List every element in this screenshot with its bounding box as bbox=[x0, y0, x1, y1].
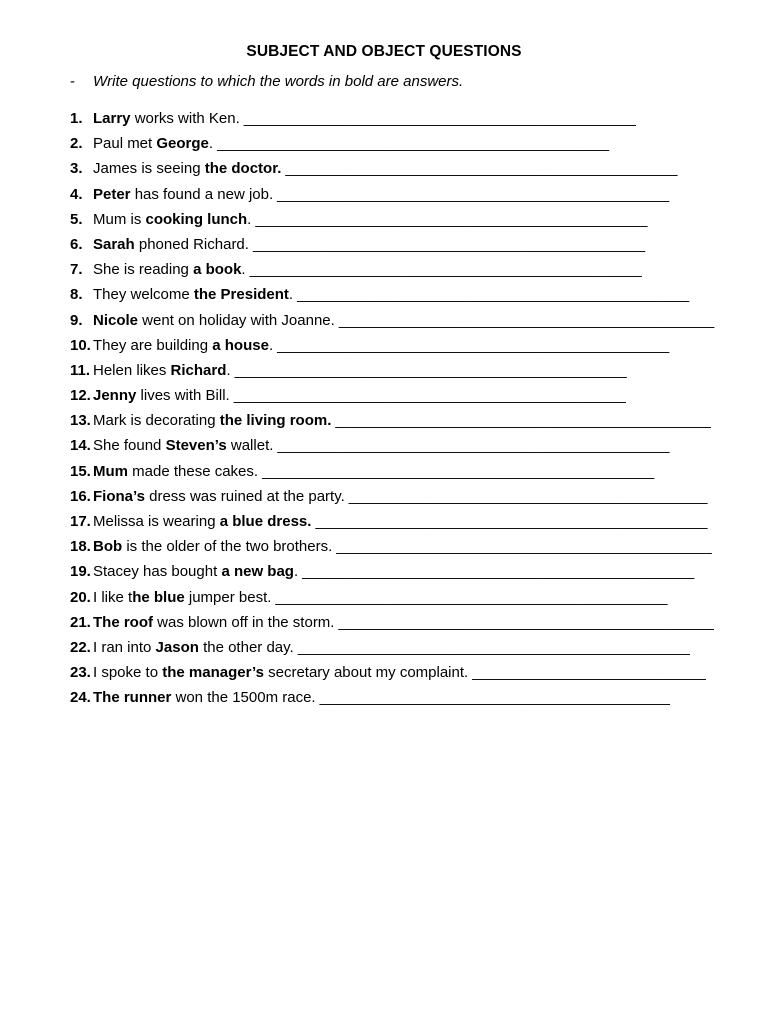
answer-blank[interactable]: _______________________________________________ bbox=[277, 185, 670, 203]
item-sentence bbox=[93, 185, 273, 210]
list-item bbox=[70, 462, 714, 487]
answer-blank[interactable]: _______________________________________________ bbox=[233, 387, 626, 405]
item-number: 5. bbox=[70, 210, 83, 228]
bold-answer-text: a new bag bbox=[221, 563, 294, 581]
sentence-text: lives with Bill. bbox=[136, 387, 230, 405]
bold-answer-text: The runner bbox=[93, 689, 172, 707]
item-sentence bbox=[93, 210, 251, 235]
bold-answer-text: the President bbox=[193, 286, 289, 304]
answer-blank[interactable]: _______________________________________________ bbox=[262, 462, 655, 480]
list-item bbox=[70, 336, 714, 361]
list-item bbox=[70, 361, 714, 386]
item-number: 24. bbox=[70, 689, 91, 707]
sentence-text: was blown off in the storm. bbox=[153, 613, 335, 631]
sentence-text: has found a new job. bbox=[130, 185, 274, 203]
bold-answer-text: Peter bbox=[93, 185, 131, 203]
item-sentence bbox=[93, 260, 246, 285]
item-number: 23. bbox=[70, 664, 91, 682]
sentence-text: Melissa is wearing bbox=[93, 513, 220, 530]
sentence-text: She is reading bbox=[93, 261, 194, 279]
item-number: 19. bbox=[70, 563, 91, 581]
list-item bbox=[70, 285, 714, 310]
bold-answer-text: Mum bbox=[93, 462, 128, 480]
answer-blank[interactable]: _______________________________________________ bbox=[243, 110, 636, 127]
bold-answer-text: the doctor. bbox=[204, 160, 282, 178]
item-number: 22. bbox=[70, 638, 91, 656]
item-sentence bbox=[93, 613, 334, 638]
list-item bbox=[70, 210, 714, 235]
item-sentence bbox=[93, 386, 230, 411]
sentence-text: Mum is bbox=[93, 210, 146, 228]
answer-blank[interactable]: _______________________________________________ bbox=[249, 261, 642, 279]
answer-blank[interactable]: ___________________________________________ bbox=[348, 487, 708, 505]
item-number: 8. bbox=[70, 286, 83, 304]
list-item bbox=[70, 134, 714, 159]
sentence-text: . bbox=[241, 261, 246, 279]
bold-answer-text: The roof bbox=[93, 613, 153, 631]
answer-blank[interactable]: __________________________________________ bbox=[319, 689, 670, 707]
sentence-text: They welcome bbox=[93, 286, 194, 304]
item-sentence bbox=[93, 411, 331, 436]
list-item bbox=[70, 311, 714, 336]
sentence-text: went on holiday with Joanne. bbox=[138, 311, 335, 329]
answer-blank[interactable]: _______________________________________________ bbox=[234, 361, 627, 379]
sentence-text: works with Ken. bbox=[130, 110, 240, 127]
sentence-text: . bbox=[268, 336, 274, 354]
answer-blank[interactable]: _____________________________________________ bbox=[338, 613, 714, 631]
item-number: 16. bbox=[70, 487, 91, 505]
bold-answer-text: Steven’s bbox=[165, 437, 227, 455]
item-number: 7. bbox=[70, 261, 83, 279]
item-sentence bbox=[93, 663, 468, 688]
sentence-text: She found bbox=[93, 437, 166, 455]
list-item bbox=[70, 512, 714, 537]
question-list bbox=[70, 109, 714, 714]
item-number: 15. bbox=[70, 462, 91, 480]
sentence-text: . bbox=[208, 135, 214, 153]
item-sentence bbox=[93, 235, 249, 260]
list-item bbox=[70, 185, 714, 210]
list-item bbox=[70, 688, 714, 713]
item-number: 3. bbox=[70, 160, 83, 178]
sentence-text: won the 1500m race. bbox=[171, 689, 316, 707]
item-number: 4. bbox=[70, 185, 83, 203]
item-sentence bbox=[93, 537, 332, 562]
list-item bbox=[70, 411, 714, 436]
answer-blank[interactable]: _______________________________________________ bbox=[275, 588, 668, 606]
item-sentence bbox=[93, 336, 273, 361]
bold-answer-text: Nicole bbox=[93, 311, 139, 329]
item-sentence bbox=[93, 134, 213, 159]
item-sentence bbox=[93, 462, 258, 487]
item-sentence bbox=[93, 562, 298, 587]
item-number: 20. bbox=[70, 588, 91, 606]
answer-blank[interactable]: _____________________________________________ bbox=[335, 412, 711, 430]
item-sentence bbox=[93, 285, 293, 310]
sentence-text: . bbox=[288, 286, 294, 304]
sentence-text: phoned Richard. bbox=[134, 235, 249, 253]
sentence-text: Stacey has bought bbox=[93, 563, 222, 581]
bold-answer-text: Larry bbox=[93, 110, 131, 127]
item-number: 11. bbox=[70, 361, 91, 379]
item-number: 21. bbox=[70, 613, 91, 631]
page-title: SUBJECT AND OBJECT QUESTIONS bbox=[246, 43, 522, 60]
bold-answer-text: Jason bbox=[155, 638, 199, 656]
item-sentence bbox=[93, 638, 294, 663]
item-sentence bbox=[93, 159, 281, 184]
list-item bbox=[70, 436, 714, 461]
answer-blank[interactable]: _____________________________________________ bbox=[338, 311, 715, 329]
answer-blank[interactable]: _______________________________________________ bbox=[302, 563, 695, 581]
sentence-text: made these cakes. bbox=[128, 462, 259, 480]
bold-answer-text: Fiona’s bbox=[93, 487, 145, 505]
answer-blank[interactable]: _______________________________________________ bbox=[285, 160, 678, 178]
list-item bbox=[70, 487, 714, 512]
sentence-text: They are building bbox=[93, 336, 213, 354]
item-sentence bbox=[93, 512, 311, 537]
list-item bbox=[70, 588, 714, 613]
sentence-text: Helen likes bbox=[93, 361, 171, 379]
bold-answer-text: he blue bbox=[132, 588, 185, 606]
list-item bbox=[70, 109, 714, 134]
item-number: 1. bbox=[70, 110, 83, 127]
answer-blank[interactable]: _______________________________________________ bbox=[277, 437, 670, 455]
sentence-text: I ran into bbox=[93, 638, 156, 656]
item-sentence bbox=[93, 487, 345, 512]
item-number: 10. bbox=[70, 336, 91, 354]
bold-answer-text: the living room. bbox=[219, 412, 332, 430]
item-sentence bbox=[93, 311, 335, 336]
item-number: 17. bbox=[70, 513, 91, 530]
sentence-text: is the older of the two brothers. bbox=[122, 538, 333, 556]
bold-answer-text: Bob bbox=[93, 538, 123, 556]
sentence-text: . bbox=[226, 361, 231, 379]
bold-answer-text: Jenny bbox=[93, 387, 137, 405]
list-item bbox=[70, 663, 714, 688]
bold-answer-text: a blue dress. bbox=[219, 513, 312, 530]
list-item bbox=[70, 386, 714, 411]
sentence-text: wallet. bbox=[226, 437, 274, 455]
answer-blank[interactable]: _______________________________________________ bbox=[217, 135, 610, 153]
sentence-text: dress was ruined at the party. bbox=[144, 487, 345, 505]
list-item bbox=[70, 562, 714, 587]
bold-answer-text: a book bbox=[193, 261, 242, 279]
answer-blank[interactable]: _______________________________________________ bbox=[297, 638, 690, 656]
item-sentence bbox=[93, 361, 231, 386]
sentence-text: Mark is decorating bbox=[93, 412, 220, 430]
answer-blank[interactable]: _______________________________________________ bbox=[297, 286, 690, 304]
list-item bbox=[70, 159, 714, 184]
bold-answer-text: the manager’s bbox=[162, 664, 264, 682]
item-number: 2. bbox=[70, 135, 83, 153]
list-item bbox=[70, 638, 714, 663]
sentence-text: I spoke to bbox=[93, 664, 163, 682]
item-sentence bbox=[93, 109, 240, 134]
sentence-text: I like t bbox=[93, 588, 133, 606]
list-item bbox=[70, 537, 714, 562]
item-number: 13. bbox=[70, 412, 91, 430]
sentence-text: jumper best. bbox=[184, 588, 272, 606]
answer-blank[interactable]: _______________________________________________ bbox=[315, 513, 708, 530]
answer-blank[interactable]: ____________________________ bbox=[472, 664, 706, 682]
bold-answer-text: Sarah bbox=[93, 235, 135, 253]
item-number: 12. bbox=[70, 387, 91, 405]
item-sentence bbox=[93, 588, 271, 613]
list-item bbox=[70, 260, 714, 285]
item-number: 18. bbox=[70, 538, 91, 556]
instruction-text: Write questions to which the words in bold are answers. bbox=[93, 73, 464, 90]
instruction-dash: - bbox=[70, 73, 75, 90]
answer-blank[interactable]: _____________________________________________ bbox=[336, 538, 712, 556]
answer-blank[interactable]: _______________________________________________ bbox=[252, 235, 646, 253]
answer-blank[interactable]: _______________________________________________ bbox=[255, 210, 648, 228]
bold-answer-text: cooking lunch bbox=[145, 210, 248, 228]
sentence-text: secretary about my complaint. bbox=[263, 664, 469, 682]
sentence-text: . bbox=[247, 210, 252, 228]
answer-blank[interactable]: _______________________________________________ bbox=[277, 336, 670, 354]
sentence-text: . bbox=[293, 563, 299, 581]
item-sentence bbox=[93, 688, 316, 713]
sentence-text: the other day. bbox=[198, 638, 294, 656]
item-sentence bbox=[93, 436, 273, 461]
list-item bbox=[70, 613, 714, 638]
bold-answer-text: Richard bbox=[170, 361, 227, 379]
instruction-line bbox=[70, 73, 463, 90]
list-item bbox=[70, 235, 714, 260]
bold-answer-text: George bbox=[156, 135, 209, 153]
item-number: 6. bbox=[70, 235, 83, 253]
item-number: 14. bbox=[70, 437, 91, 455]
sentence-text: Paul met bbox=[93, 135, 157, 153]
item-number: 9. bbox=[70, 311, 83, 329]
bold-answer-text: a house bbox=[212, 336, 269, 354]
sentence-text: James is seeing bbox=[93, 160, 205, 178]
